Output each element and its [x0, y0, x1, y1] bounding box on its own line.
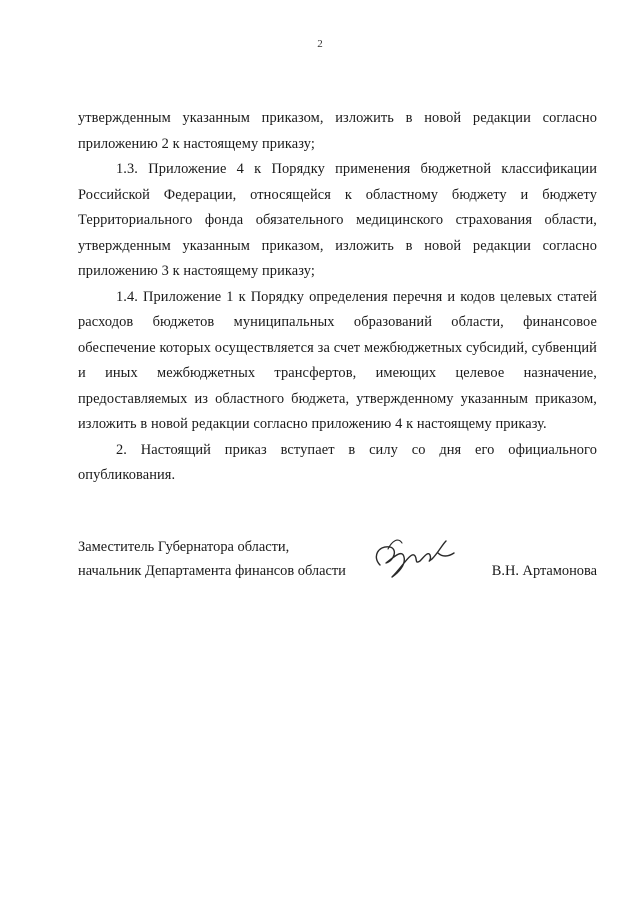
- signature-block: [78, 535, 597, 583]
- paragraph-1-3: 1.3. Приложение 4 к Порядку применения бюджетной классификации Российской Федерации, относящейся к областному бюджету и бюджету Территориального фонда обязательного медицинского страхования области, утвержденным указанным приказом, изложить в новой редакции согласно приложению 3 к настоящему приказу;: [78, 161, 597, 279]
- paragraph-2: 2. Настоящий приказ вступает в силу со дня его официального опубликования.: [78, 441, 597, 483]
- paragraph-1-4: 1.4. Приложение 1 к Порядку определения перечня и кодов целевых статей расходов бюджетов муниципальных образований области, финансовое обеспечение которых осуществляется за счет межбюджетных субсидий, субвенций и иных межбюджетных трансфертов, имеющих целевое назначение, предоставляемых из областного бюджета, утвержденному указанным приказом, изложить в новой редакции согласно приложению 4 к настоящему приказу.: [78, 288, 597, 432]
- signer-position-line1: Заместитель Губернатора области,: [78, 539, 290, 555]
- signer-position-line2: начальник Департамента финансов области: [78, 563, 346, 579]
- page-number: 2: [317, 38, 323, 50]
- paragraph-continuation: утвержденным указанным приказом, изложить в новой редакции согласно приложению 2 к настоящему приказу;: [78, 110, 597, 152]
- handwritten-signature-icon: [368, 527, 458, 587]
- document-body: [78, 106, 597, 489]
- signer-name: В.Н. Артамонова: [491, 563, 597, 579]
